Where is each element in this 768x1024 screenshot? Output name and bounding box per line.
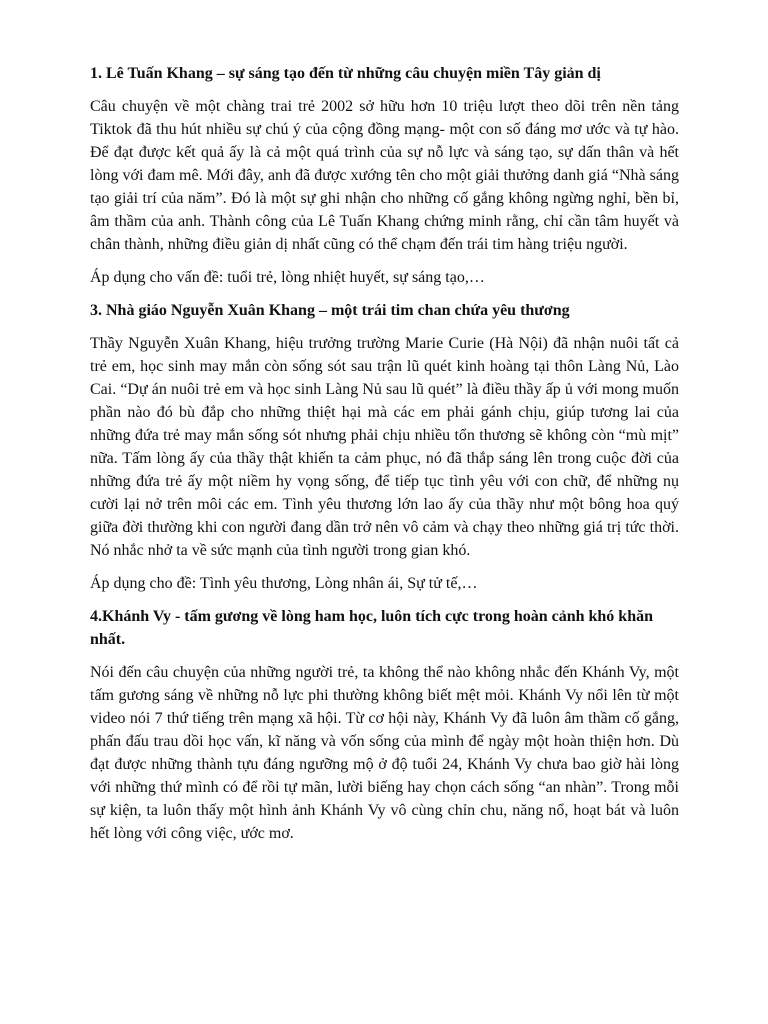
section-body: Nói đến câu chuyện của những người trẻ, ta không thể nào không nhắc đến Khánh Vy, một tấm gương sáng về những nỗ lực phi thường không biết mệt mỏi. Khánh Vy nổi lên từ một video nói 7 thứ tiếng trên mạng xã hội. Từ cơ hội này, Khánh Vy đã luôn âm thầm cố gắng, phấn đấu trau dồi học vấn, kĩ năng và vốn sống của mình để ngày một hoàn thiện hơn. Dù đạt được những thành tựu đáng ngưỡng mộ ở độ tuổi 24, Khánh Vy chưa bao giờ hài lòng với những thứ mình có để rồi tự mãn, lười biếng hay chọn cách sống “an nhàn”. Trong mỗi sự kiện, ta luôn thấy một hình ảnh Khánh Vy vô cùng chỉn chu, năng nổ, hoạt bát và luôn hết lòng với công việc, ước mơ. <box>90 664 679 842</box>
section-application-note: Áp dụng cho đề: Tình yêu thương, Lòng nhân ái, Sự tử tế,… <box>90 575 478 592</box>
section-body: Thầy Nguyễn Xuân Khang, hiệu trưởng trường Marie Curie (Hà Nội) đã nhận nuôi tất cả trẻ em, học sinh may mắn còn sống sót sau trận lũ quét kinh hoàng tại thôn Làng Nủ, Lào Cai. “Dự án nuôi trẻ em và học sinh Làng Nủ sau lũ quét” là điều thầy ấp ủ với mong muốn phần nào đó bù đắp cho những thiệt hại mà các em phải gánh chịu, giúp tương lai của những đứa trẻ may mắn sống sót nhưng phải chịu nhiều tổn thương sẽ không còn “mù mịt” nữa. Tấm lòng ấy của thầy thật khiến ta cảm phục, nó đã thắp sáng lên trong cuộc đời của những đứa trẻ ấy một niềm hy vọng sống, để tiếp tục tình yêu với con chữ, để những nụ cười lại nở trên môi các em. Tình yêu thương lớn lao ấy của thầy như một bông hoa quý giữa đời thường khi con người đang dần trở nên vô cảm và chạy theo những giá trị tức thời. Nó nhắc nhở ta về sức mạnh của tình người trong gian khó. <box>90 335 679 559</box>
section-heading: 3. Nhà giáo Nguyễn Xuân Khang – một trái tim chan chứa yêu thương <box>90 302 570 319</box>
section-nguyen-xuan-khang <box>90 299 679 595</box>
section-body: Câu chuyện về một chàng trai trẻ 2002 sở hữu hơn 10 triệu lượt theo dõi trên nền tảng Tiktok đã thu hút nhiều sự chú ý của cộng đồng mạng- một con số đáng mơ ước và tự hào. Để đạt được kết quả ấy là cả một quá trình của sự nỗ lực và sáng tạo, sự dấn thân và hết lòng với đam mê. Mới đây, anh đã được xướng tên cho một giải thưởng danh giá “Nhà sáng tạo giải trí của năm”. Đó là một sự ghi nhận cho những cố gắng không ngừng nghỉ, bền bỉ, âm thầm của anh. Thành công của Lê Tuấn Khang chứng minh rằng, chỉ cần tâm huyết và chân thành, những điều giản dị nhất cũng có thể chạm đến trái tim hàng triệu người. <box>90 98 679 253</box>
section-khanh-vy <box>90 605 679 845</box>
section-application-note: Áp dụng cho vấn đề: tuổi trẻ, lòng nhiệt huyết, sự sáng tạo,… <box>90 269 485 286</box>
section-heading: 1. Lê Tuấn Khang – sự sáng tạo đến từ những câu chuyện miền Tây giản dị <box>90 65 601 82</box>
document-page <box>90 62 679 855</box>
section-heading: 4.Khánh Vy - tấm gương về lòng ham học, luôn tích cực trong hoàn cảnh khó khăn nhất. <box>90 608 653 648</box>
section-le-tuan-khang <box>90 62 679 289</box>
